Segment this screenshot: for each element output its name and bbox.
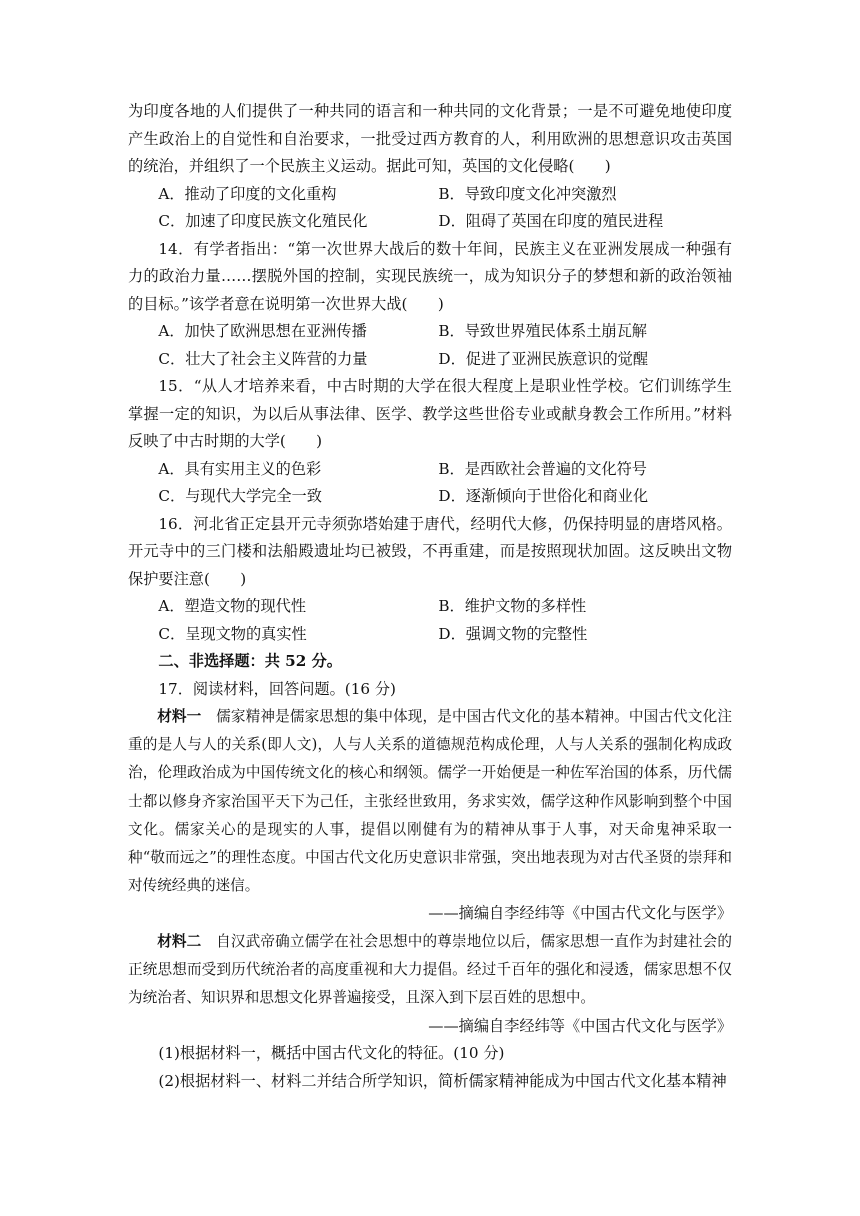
- q16-option-a: A．塑造文物的现代性: [158, 597, 307, 615]
- q14-options-row-1: [128, 318, 732, 346]
- q14-option-a: A．加快了欧洲思想在亚洲传播: [158, 322, 367, 340]
- q17-sub-question-1: (1)根据材料一，概括中国古代文化的特征。(10 分): [158, 1044, 505, 1063]
- q14-option-b: B．导致世界殖民体系土崩瓦解: [438, 322, 647, 340]
- q17-sub-question-2: (2)根据材料一、材料二并结合所学知识，简析儒家精神能成为中国古代文化基本精神: [158, 1071, 727, 1090]
- q13-option-c: C．加速了印度民族文化殖民化: [158, 212, 368, 230]
- q15-option-b: B．是西欧社会普遍的文化符号: [438, 459, 647, 478]
- material-2-text: 自汉武帝确立儒学在社会思想中的尊崇地位以后，儒家思想一直作为封建社会的正统思想而受到历代统治者的高度重视和大力提倡。经过千百年的强化和浸透，儒家思想不仅为统治者、知识界和思想文化界普遍接受，且深入到下层百姓的思想中。: [128, 932, 732, 1007]
- q15-option-c: C．与现代大学完全一致: [158, 487, 322, 505]
- section-heading: 二、非选择题：共 52 分。: [158, 652, 342, 670]
- q15-option-d: D．逐渐倾向于世俗化和商业化: [438, 487, 649, 505]
- material-2: [128, 928, 732, 1013]
- material-2-label: 材料二: [157, 932, 202, 950]
- material-1-source: ——摘编自李经纬等《中国古代文化与医学》: [428, 904, 732, 923]
- q16-options-row-1: [128, 593, 732, 621]
- q16-options-row-2: [128, 621, 732, 649]
- q14-stem: 14．有学者指出：“第一次世界大战后的数十年间，民族主义在亚洲发展成一种强有力的政治力量……摆脱外国的控制，实现民族统一，成为知识分子的梦想和新的政治领袖的目标。”该学者意在说明第一次世界大战( ): [128, 239, 732, 313]
- q14-options-row-2: [128, 346, 732, 374]
- q16-stem: 16．河北省正定县开元寺须弥塔始建于唐代，经明代大修，仍保持明显的唐塔风格。开元寺中的三门楼和法船殿遗址均已被毁，不再重建，而是按照现状加固。这反映出文物保护要注意( ): [128, 514, 732, 588]
- q16-option-d: D．强调文物的完整性: [438, 624, 588, 643]
- material-1-text: 儒家精神是儒家思想的集中体现，是中国古代文化的基本精神。中国古代文化注重的是人与人的关系(即人文)，人与人关系的道德规范构成伦理，人与人关系的强制化构成政治，伦理政治成为中国传统文化的核心和纲领。儒学一开始便是一种佐军治国的体系，历代儒士都以修身齐家治国平天下为己任，主张经世致用，务求实效，儒学这种作风影响到整个中国文化。儒家关心的是现实的人事，提倡以刚健有为的精神从事于人事，对天命鬼神采取一种“敬而远之”的理性态度。中国古代文化历史意识非常强，突出地表现为对古代圣贤的崇拜和对传统经典的迷信。: [128, 708, 732, 895]
- q14-option-c: C．壮大了社会主义阵营的力量: [158, 349, 368, 368]
- q13-option-d: D．阻碍了英国在印度的殖民进程: [438, 212, 664, 230]
- q16-option-c: C．呈现文物的真实性: [158, 624, 307, 643]
- q13-options-row-1: [128, 181, 732, 209]
- q13-stem-continued: 为印度各地的人们提供了一种共同的语言和一种共同的文化背景；一是不可避免地使印度产生政治上的自觉性和自治要求，一批受过西方教育的人，利用欧洲的思想意识攻击英国的统治，并组织了一个民族主义运动。据此可知，英国的文化侵略( ): [128, 102, 732, 175]
- q16-option-b: B．维护文物的多样性: [438, 597, 587, 615]
- q13-options-row-2: [128, 208, 732, 236]
- q15-option-a: A．具有实用主义的色彩: [158, 459, 322, 478]
- q15-options-row-2: [128, 483, 732, 511]
- q17-stem: 17．阅读材料，回答问题。(16 分): [158, 679, 396, 698]
- q13-option-a: A．推动了印度的文化重构: [158, 184, 337, 203]
- material-1: [128, 703, 732, 900]
- material-2-source: ——摘编自李经纬等《中国古代文化与医学》: [428, 1016, 732, 1035]
- exam-page: [128, 98, 732, 1095]
- q15-options-row-1: [128, 456, 732, 484]
- material-1-label: 材料一: [157, 708, 202, 725]
- q14-option-d: D．促进了亚洲民族意识的觉醒: [438, 349, 649, 368]
- q13-option-b: B．导致印度文化冲突激烈: [438, 184, 617, 203]
- q15-stem: 15．“从人才培养来看，中古时期的大学在很大程度上是职业性学校。它们训练学生掌握一定的知识，为以后从事法律、医学、教学这些世俗专业或献身教会工作所用。”材料反映了中古时期的大学( ): [128, 377, 732, 450]
